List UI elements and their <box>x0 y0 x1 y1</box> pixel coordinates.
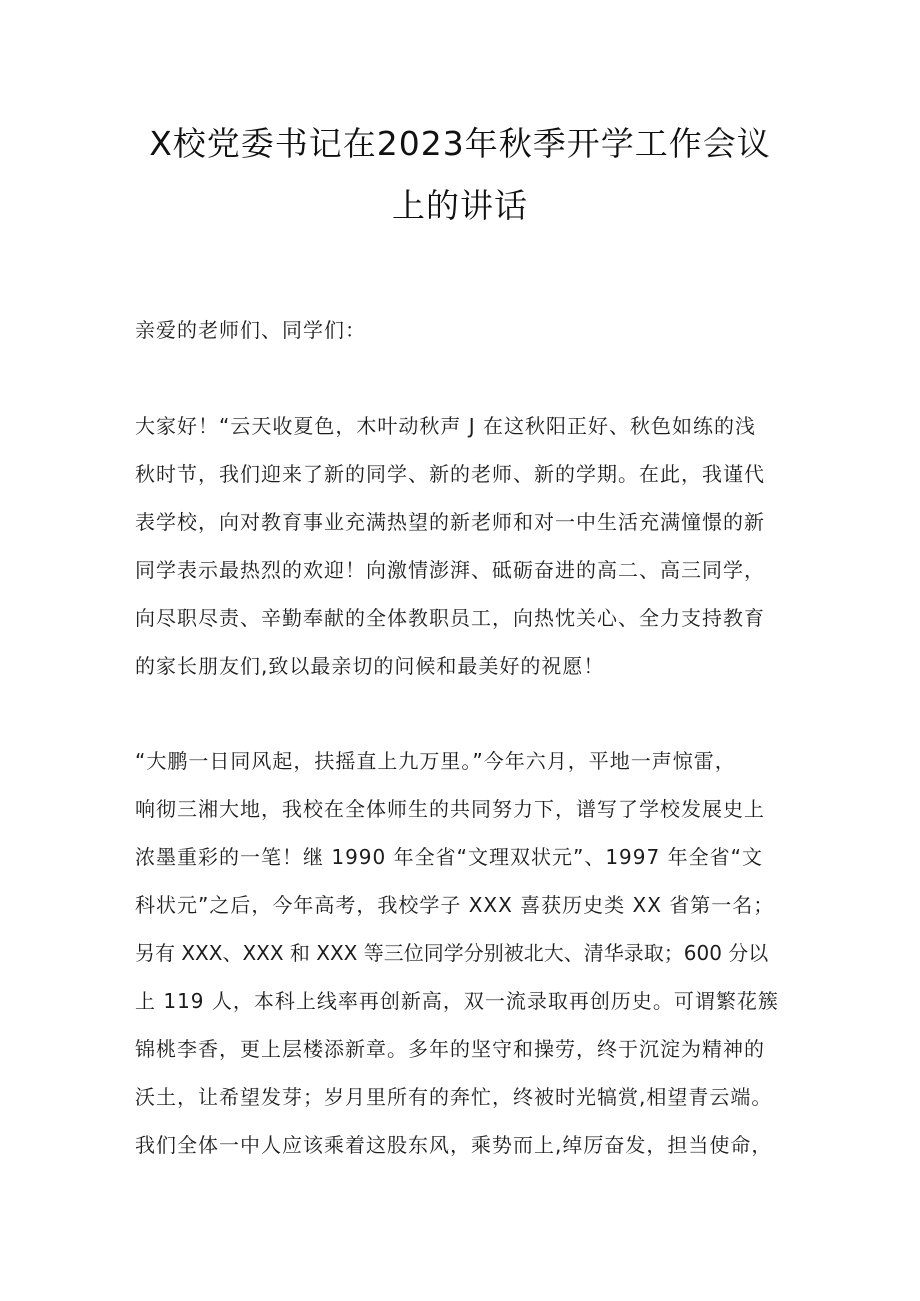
paragraph-2-line: 我们全体一中人应该乘着这股东风，乘势而上,绰厉奋发，担当使命， <box>135 1133 773 1157</box>
paragraph-2-line: 沃土，让希望发芽；岁月里所有的奔忙，终被时光犒赏,相望青云端。 <box>135 1085 773 1109</box>
document-title-line-2: 上的讲话 <box>392 186 528 225</box>
paragraph-1-line: 表学校，向对教育事业充满热望的新老师和对一中生活充满憧憬的新 <box>135 510 765 534</box>
paragraph-2-line: 浓墨重彩的一笔！继 1990 年全省“文理双状元”、1997 年全省“文 <box>135 845 763 869</box>
paragraph-2-line: 上 119 人，本科上线率再创新高，双一流录取再创历史。可谓繁花簇 <box>135 989 779 1013</box>
paragraph-2-line: 另有 XXX、XXX 和 XXX 等三位同学分别被北大、清华录取；600 分以 <box>135 941 769 965</box>
paragraph-2-line: 锦桃李香，更上层楼添新章。多年的坚守和操劳，终于沉淀为精神的 <box>135 1037 765 1061</box>
paragraph-2-line: “大鹏一日同风起，扶摇直上九万里。”今年六月，平地一声惊雷， <box>135 749 736 773</box>
paragraph-1-line: 秋时节，我们迎来了新的同学、新的老师、新的学期。在此，我谨代 <box>135 462 765 486</box>
paragraph-1-line: 同学表示最热烈的欢迎！向激情澎湃、砥砺奋进的高二、高三同学， <box>135 558 765 582</box>
paragraph-1-line: 向尽职尽责、辛勤奉献的全体教职员工，向热忱关心、全力支持教育 <box>135 606 765 630</box>
paragraph-2-line: 科状元”之后，今年高考，我校学子 XXX 喜获历史类 XX 省第一名； <box>135 893 775 917</box>
paragraph-2-line: 响彻三湘大地，我校在全体师生的共同努力下，谱写了学校发展史上 <box>135 797 765 821</box>
document-title-line-1: X校党委书记在2023年秋季开学工作会议 <box>149 124 771 163</box>
paragraph-1-line: 大家好！“云天收夏色，木叶动秋声 J 在这秋阳正好、秋色如练的浅 <box>135 414 756 438</box>
paragraph-1-line: 的家长朋友们,致以最亲切的问候和最美好的祝愿！ <box>135 654 605 678</box>
salutation: 亲爱的老师们、同学们： <box>135 318 366 342</box>
